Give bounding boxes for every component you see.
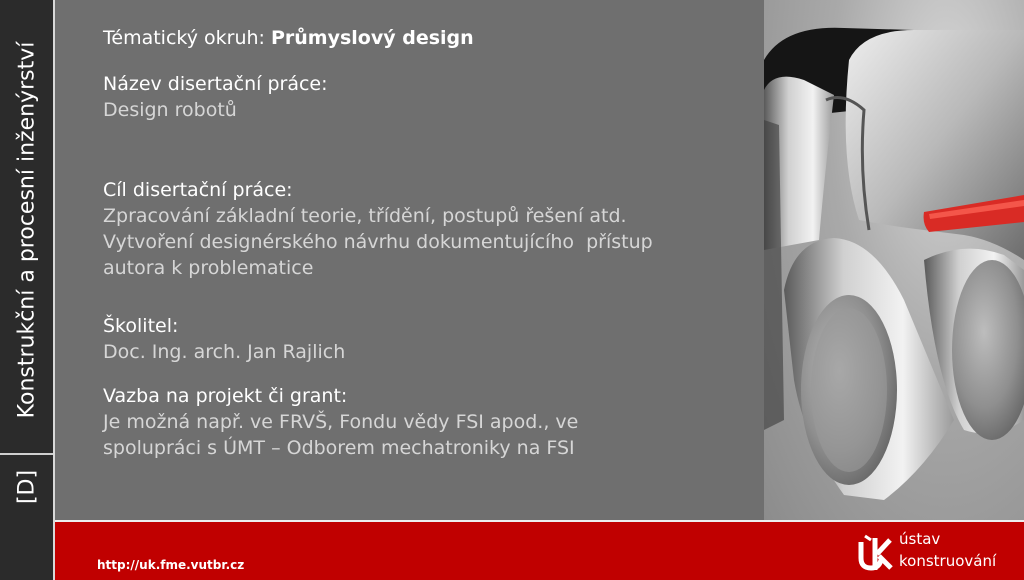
project-section xyxy=(103,383,743,461)
topic xyxy=(103,25,474,51)
institute-logo xyxy=(857,530,1007,578)
thesis-label: Název disertační práce: xyxy=(103,73,328,95)
sidebar-divider xyxy=(0,453,53,455)
goal-line: Vytvoření designérského návrhu dokumentujícího přístup xyxy=(103,231,653,253)
goal-line: autora k problematice xyxy=(103,257,314,279)
topic-value: Průmyslový design xyxy=(270,27,474,49)
supervisor-label: Školitel: xyxy=(103,315,179,337)
thesis-section xyxy=(103,71,328,123)
uk-logo-icon xyxy=(857,534,893,572)
project-label: Vazba na projekt či grant: xyxy=(103,385,348,407)
sidebar xyxy=(0,0,55,580)
goal-label: Cíl disertační práce: xyxy=(103,179,293,201)
project-line: spolupráci s ÚMT – Odborem mechatroniky na FSI xyxy=(103,437,575,459)
goal-line: Zpracování základní teorie, třídění, postupů řešení atd. xyxy=(103,205,627,227)
supervisor-section xyxy=(103,313,345,365)
footer-bar xyxy=(55,520,1024,580)
project-line: Je možná např. ve FRVŠ, Fondu vědy FSI apod., ve xyxy=(103,411,579,433)
robot-illustration xyxy=(764,0,1024,520)
sidebar-code: [D] xyxy=(14,469,40,505)
logo-text-line1: ústav xyxy=(899,530,941,548)
goal-section xyxy=(103,177,753,281)
footer-url-link[interactable]: http://uk.fme.vutbr.cz xyxy=(97,558,245,572)
topic-label: Tématický okruh: xyxy=(103,27,271,49)
logo-text-line2: konstruování xyxy=(899,552,997,570)
sidebar-title: Konstrukční a procesní inženýrství xyxy=(14,41,40,419)
thesis-value: Design robotů xyxy=(103,99,237,121)
supervisor-value: Doc. Ing. arch. Jan Rajlich xyxy=(103,341,346,363)
robot-render-image xyxy=(764,0,1024,520)
